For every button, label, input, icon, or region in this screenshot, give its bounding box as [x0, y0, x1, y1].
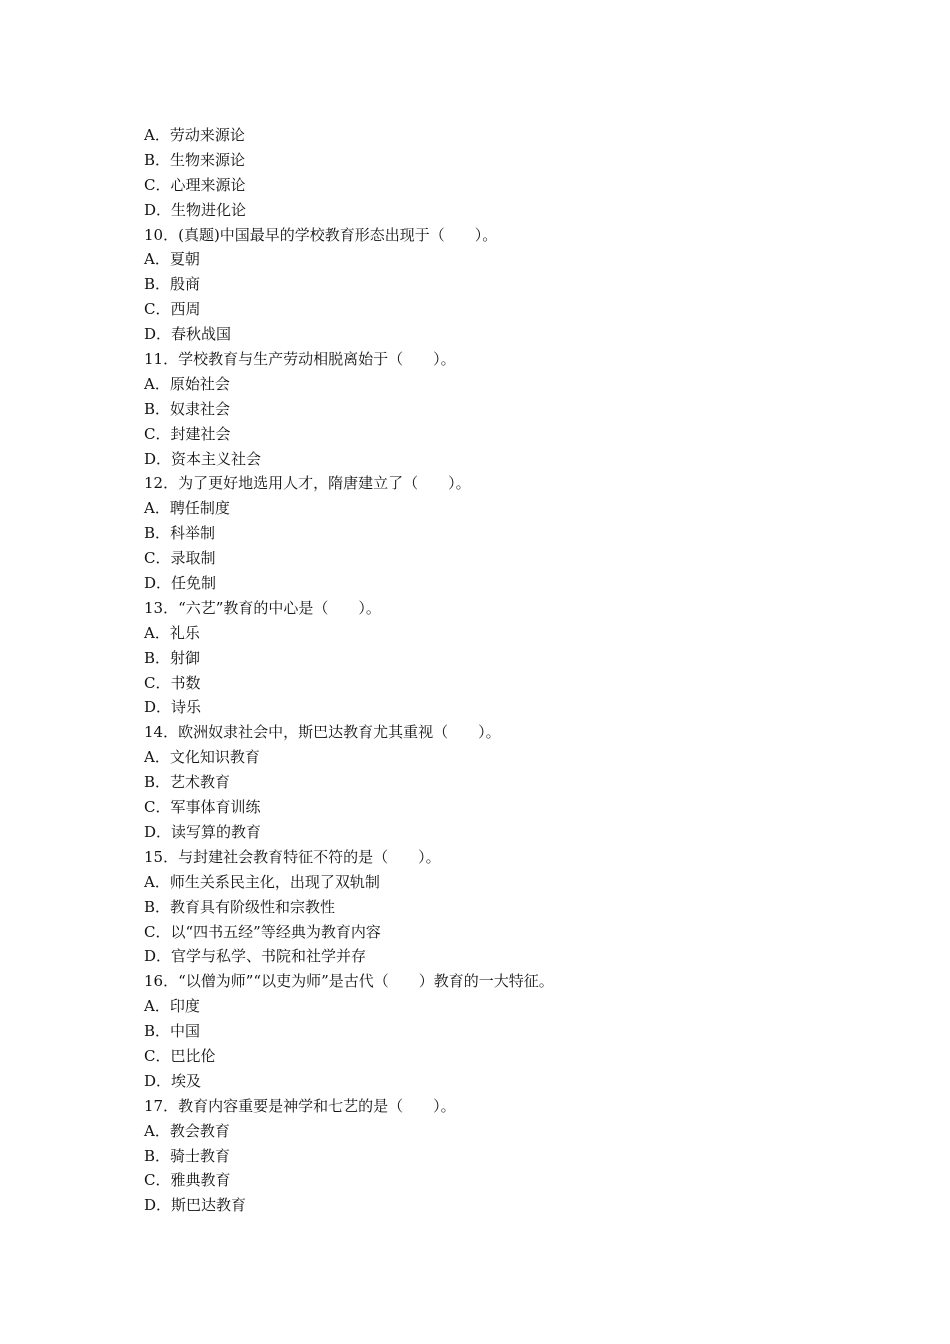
text-line: B．中国: [144, 1022, 201, 1041]
question-17: 17．教育内容重要是神学和七艺的是（ ）。: [144, 1096, 456, 1115]
text-line: B．科举制: [144, 524, 216, 543]
text-line: D．任免制: [144, 574, 217, 593]
text-line: C．录取制: [144, 549, 216, 568]
text-line: B．射御: [144, 648, 201, 667]
text-line: D．官学与私学、书院和社学并存: [144, 947, 367, 966]
text-line: A．文化知识教育: [144, 748, 260, 767]
question-11: 11．学校教育与生产劳动相脱离始于（ ）。: [144, 350, 456, 369]
text-line: A．夏朝: [144, 250, 200, 269]
text-line: C．雅典教育: [144, 1171, 231, 1190]
text-line: C．军事体育训练: [144, 798, 261, 817]
text-line: A．师生关系民主化，出现了双轨制: [144, 872, 380, 891]
text-line: D．斯巴达教育: [144, 1196, 247, 1215]
question-15: 15．与封建社会教育特征不符的是（ ）。: [144, 847, 441, 866]
text-line: C．巴比伦: [144, 1046, 216, 1065]
text-line: B．奴隶社会: [144, 399, 231, 418]
text-line: D．诗乐: [144, 698, 202, 717]
text-line: D．生物进化论: [144, 200, 247, 219]
text-line: C．书数: [144, 673, 201, 692]
question-12: 12．为了更好地选用人才，隋唐建立了（ ）。: [144, 474, 471, 493]
document-page: [144, 123, 844, 1218]
text-line: A．教会教育: [144, 1121, 230, 1140]
text-line: C．以“四书五经”等经典为教育内容: [144, 922, 381, 941]
text-line: C．心理来源论: [144, 175, 246, 194]
text-line: C．封建社会: [144, 424, 231, 443]
text-line: D．资本主义社会: [144, 449, 262, 468]
question-14: 14．欧洲奴隶社会中，斯巴达教育尤其重视（ ）。: [144, 723, 501, 742]
question-16: 16．“以僧为师”“以吏为师”是古代（ ）教育的一大特征。: [144, 972, 554, 991]
text-line: C．西周: [144, 300, 201, 319]
text-line: B．教育具有阶级性和宗教性: [144, 897, 336, 916]
text-line: D．春秋战国: [144, 325, 232, 344]
text-line: A．印度: [144, 997, 200, 1016]
question-10: 10．(真题)中国最早的学校教育形态出现于（ ）。: [144, 225, 498, 244]
text-line: B．生物来源论: [144, 150, 246, 169]
text-line: B．殷商: [144, 275, 201, 294]
text-line: A．礼乐: [144, 623, 200, 642]
text-line: A．聘任制度: [144, 499, 230, 518]
text-line: A．原始社会: [144, 374, 230, 393]
text-line: B．艺术教育: [144, 773, 231, 792]
text-line: B．骑士教育: [144, 1146, 231, 1165]
text-line: A．劳动来源论: [144, 126, 245, 144]
text-line: D．埃及: [144, 1071, 202, 1090]
question-13: 13．“六艺”教育的中心是（ ）。: [144, 598, 381, 617]
text-line: D．读写算的教育: [144, 822, 262, 841]
